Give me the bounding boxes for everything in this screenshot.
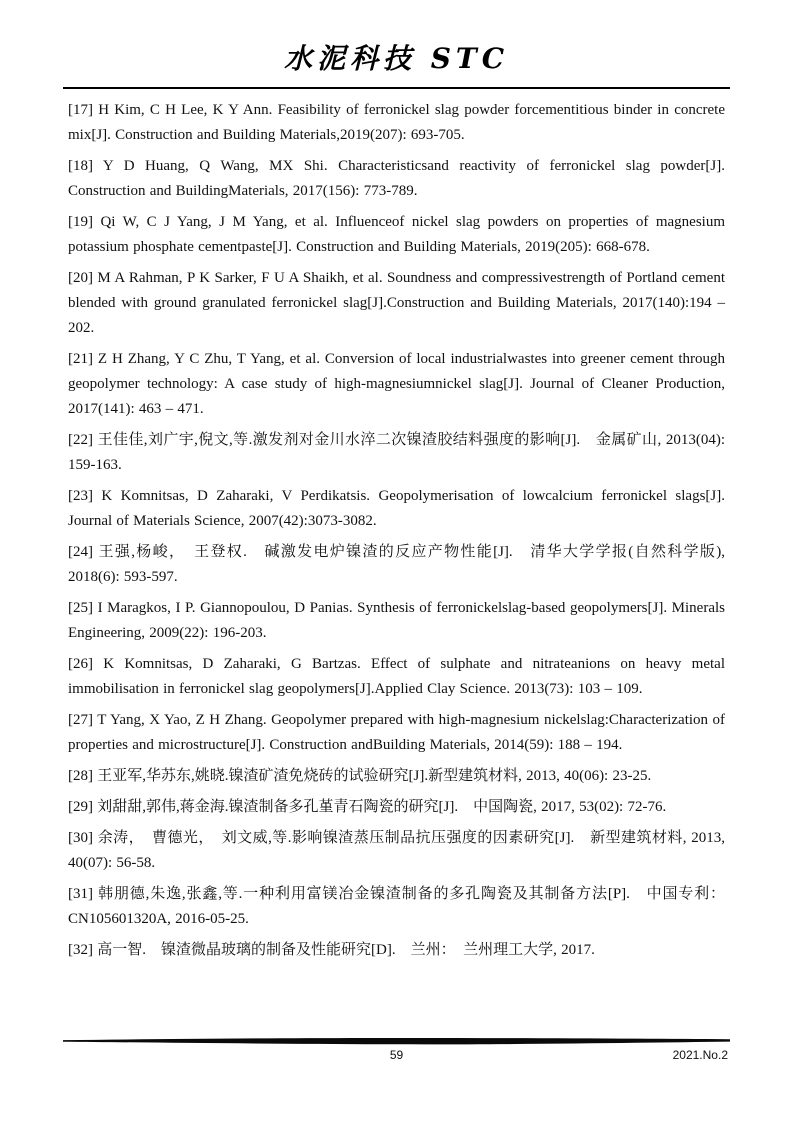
reference-item: [23] K Komnitsas, D Zaharaki, V Perdikatsis. Geopolymerisation of lowcalcium ferronickel slags[J]. Journal of Materials Science, 2007(42):3073-3082. [68, 488, 725, 529]
reference-item: [19] Qi W, C J Yang, J M Yang, et al. Influenceof nickel slag powders on properties of magnesium potassium phosphate cementpaste[J]. Construction and Building Materials, 2019(205): 668-678. [68, 214, 725, 255]
journal-title: 水泥科技 STC [283, 42, 510, 75]
reference-item: [18] Y D Huang, Q Wang, MX Shi. Characteristicsand reactivity of ferronickel slag powder[J]. Construction and BuildingMaterials, 2017(156): 773-789. [68, 158, 725, 199]
header-rule [63, 87, 730, 89]
reference-item: [24] 王强,杨峻， 王登权. 碱激发电炉镍渣的反应产物性能[J]. 清华大学学报(自然科学版), 2018(6): 593-597. [68, 544, 725, 585]
reference-item: [20] M A Rahman, P K Sarker, F U A Shaikh, et al. Soundness and compressivestrength of Portland cement blended with ground granulated ferronickel slag[J].Construction and Building Materials, 2017(140):194 – 202. [68, 270, 725, 336]
reference-item: [25] I Maragkos, I P. Giannopoulou, D Panias. Synthesis of ferronickelslag-based geopolymers[J]. Minerals Engineering, 2009(22): 196-203. [68, 600, 725, 641]
reference-item: [28] 王亚军,华苏东,姚晓.镍渣矿渣免烧砖的试验研究[J].新型建筑材料, 2013, 40(06): 23-25. [68, 768, 652, 784]
page-number: 59 [389, 1048, 404, 1062]
footer-decorative-rule [63, 1037, 730, 1046]
footer-text-row [63, 1048, 730, 1064]
reference-item: [27] T Yang, X Yao, Z H Zhang. Geopolymer prepared with high-magnesium nickelslag:Characterization of properties and microstructure[J]. Construction andBuilding Materials, 2014(59): 188 – 194. [68, 712, 725, 753]
page-header [0, 0, 793, 76]
page-footer [63, 1037, 730, 1064]
reference-item: [30] 余涛， 曹德光， 刘文威,等.影响镍渣蒸压制品抗压强度的因素研究[J]. 新型建筑材料, 2013, 40(07): 56-58. [68, 830, 725, 871]
references-list [68, 98, 725, 963]
reference-item: [32] 高一智. 镍渣微晶玻璃的制备及性能研究[D]. 兰州： 兰州理工大学, 2017. [68, 942, 595, 958]
reference-item: [31] 韩朋德,朱逸,张鑫,等.一种利用富镁冶金镍渣制备的多孔陶瓷及其制备方法[P]. 中国专利： CN105601320A, 2016-05-25. [68, 886, 725, 927]
reference-item: [21] Z H Zhang, Y C Zhu, T Yang, et al. Conversion of local industrialwastes into greener cement through geopolymer technology: A case study of high-magnesiumnickel slag[J]. Journal of Cleaner Production, 2017(141): 463 – 471. [68, 351, 725, 417]
reference-item: [26] K Komnitsas, D Zaharaki, G Bartzas. Effect of sulphate and nitrateanions on heavy metal immobilisation in ferronickel slag geopolymers[J].Applied Clay Science. 2013(73): 103 – 109. [68, 656, 725, 697]
reference-item: [22] 王佳佳,刘广宇,倪文,等.激发剂对金川水淬二次镍渣胶结料强度的影响[J]. 金属矿山, 2013(04): 159-163. [68, 432, 725, 473]
reference-item: [29] 刘甜甜,郭伟,蒋金海.镍渣制备多孔堇青石陶瓷的研究[J]. 中国陶瓷, 2017, 53(02): 72-76. [68, 799, 667, 815]
reference-item: [17] H Kim, C H Lee, K Y Ann. Feasibility of ferronickel slag powder forcementitious binder in concrete mix[J]. Construction and Building Materials,2019(207): 693-705. [68, 102, 725, 143]
issue-label: 2021.No.2 [672, 1048, 728, 1062]
